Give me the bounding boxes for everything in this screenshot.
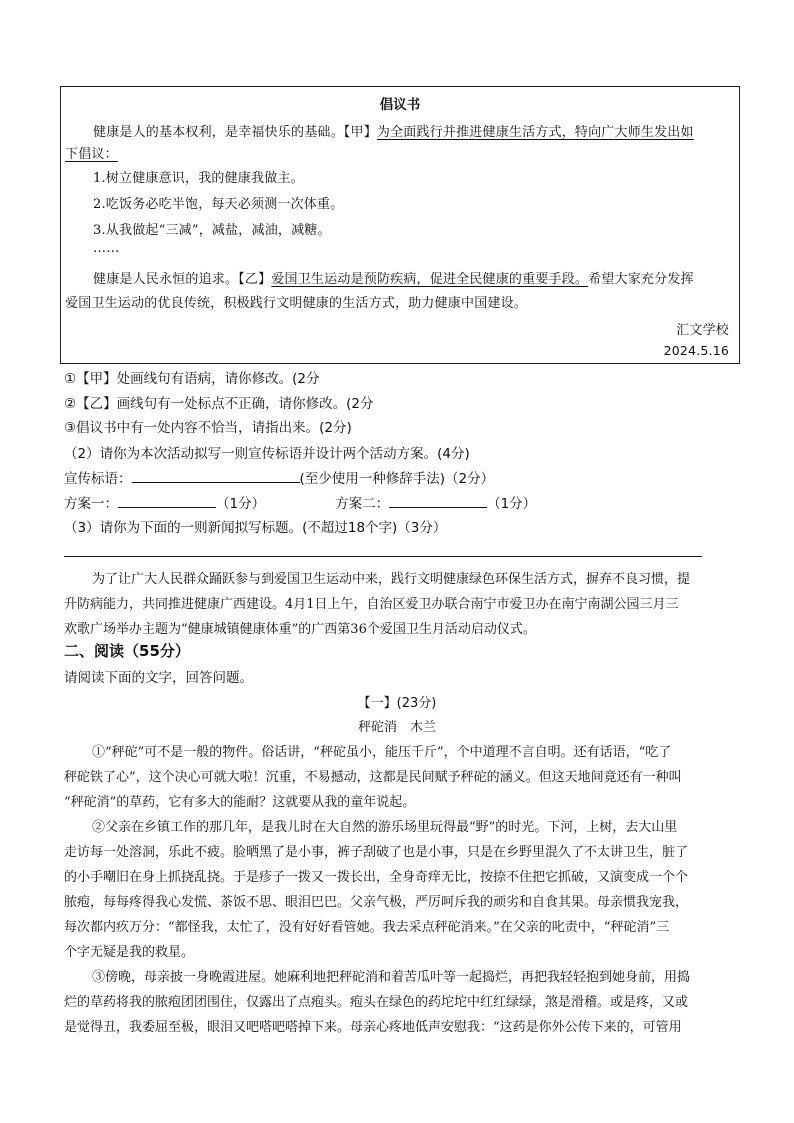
news-line-3: 欢歌广场举办主题为“健康城镇健康体重”的广西第36个爱国卫生月活动启动仪式。 bbox=[64, 622, 536, 637]
yi-underlined-sentence: 爱国卫生运动是预防疾病，促进全民健康的重要手段。 bbox=[271, 272, 589, 287]
section-instruction: 请阅读下面的文字，回答问题。 bbox=[64, 670, 253, 686]
article-p2-line-1: ②父亲在乡镇工作的那几年，是我儿时在大自然的游乐场里玩得最“野”的时光。下河，上树，去大山里 bbox=[92, 820, 678, 835]
proposal-line-3 bbox=[93, 268, 694, 287]
headline-answer-line[interactable] bbox=[64, 556, 702, 557]
jia-underlined-sentence: 为全面践行并推进健康生活方式，特向广大师生发出如 bbox=[376, 125, 694, 140]
article-title: 秤砣消 木兰 bbox=[357, 720, 436, 735]
article-part-label: 【一】(23分) bbox=[357, 696, 437, 711]
article-p1-line-2: 秤砣铁了心”，这个决心可就大啦！沉重，不易撼动，这都是民间赋予秤砣的涵义。但这天地间竟还有一种叫 bbox=[64, 770, 682, 785]
article-p1-line-1: ①“秤砣”可不是一般的物件。俗话讲，“秤砣虽小，能压千斤”，个中道理不言自明。还有话语，“吃了 bbox=[92, 745, 672, 760]
proposal-item-2: 2.吃饭务必吃半饱，每天必须测一次体重。 bbox=[93, 197, 344, 212]
proposal-line-4: 爱国卫生运动的优良传统，积极践行文明健康的生活方式，助力健康中国建设。 bbox=[65, 296, 528, 311]
article-p2-line-2: 走访每一处溶洞，乐此不疲。脸晒黑了是小事，裤子刮破了也是小事，只是在乡野里混久了不太讲卫生，脏了 bbox=[64, 845, 689, 860]
news-line-2: 升防病能力，共同推进健康广西建设。4月1日上午，自治区爱卫办联合南宁市爱卫办在南宁南湖公园三月三 bbox=[64, 597, 679, 612]
article-p3-line-3: 是觉得丑，我委屈至极，眼泪又吧嗒吧嗒掉下来。母亲心疼地低声安慰我：“这药是你外公传下来的，可管用 bbox=[64, 1020, 682, 1035]
article-p2-line-5: 每次都内疚万分：“都怪我，太忙了，没有好好看管她。我去采点秤砣消来。”在父亲的叱责中，“秤砣消”三 bbox=[64, 920, 670, 935]
article-p3-line-2: 烂的草药将我的脓疱团团围住，仅露出了点疱头。疱头在绿色的药坨坨中红红绿绿，煞是滑稽。或是疼，又或 bbox=[64, 995, 689, 1010]
proposal-line-1 bbox=[93, 121, 694, 140]
proposal-line-2: 下倡议： bbox=[65, 147, 118, 162]
proposal-line-3-start: 健康是人民永恒的追求。【乙】 bbox=[93, 272, 272, 287]
question-4: （2）请你为本次活动拟写一则宣传标语并设计两个活动方案。(4分) bbox=[64, 446, 470, 462]
proposal-line-3-end: 希望大家充分发挥 bbox=[588, 272, 694, 287]
plan1-answer-blank[interactable] bbox=[118, 507, 216, 508]
plan2-answer-blank[interactable] bbox=[389, 507, 487, 508]
plan2-score: （1分） bbox=[487, 496, 537, 512]
article-p2-line-3: 的小手嘲旧在身上抓挠乱挠。于是疹子一拨又一拨长出，全身奇痒无比，按捺不住把它抓破，又演变成一个个 bbox=[64, 870, 689, 885]
slogan-row bbox=[64, 467, 494, 487]
article-p1-line-3: “秤砣消”的草药，它有多大的能耐？这就要从我的童年说起。 bbox=[64, 795, 416, 810]
slogan-label: 宣传标语： bbox=[64, 471, 132, 487]
article-p2-line-4: 脓疱，每每疼得我心发慌、茶饭不思、眼泪巴巴。父亲气极，严厉呵斥我的顽劣和自食其果。母亲惯我宠我， bbox=[64, 895, 689, 910]
article-p3-line-1: ③傍晚，母亲披一身晚霞进屋。她麻利地把秤砣消和着苦瓜叶等一起捣烂，再把我轻轻抱到她身前，用捣 bbox=[92, 970, 691, 985]
proposal-signature: 汇文学校 bbox=[676, 323, 729, 338]
plan1-score: （1分） bbox=[216, 496, 266, 512]
plan-row bbox=[64, 492, 536, 512]
news-line-1: 为了让广大人民群众踊跃参与到爱国卫生运动中来，践行文明健康绿色环保生活方式，摒弃不良习惯，提 bbox=[92, 572, 691, 587]
question-3: ③倡议书中有一处内容不恰当，请指出来。(2分) bbox=[64, 420, 352, 436]
proposal-date: 2024.5.16 bbox=[663, 343, 729, 358]
question-5: （3）请你为下面的一则新闻拟写标题。(不超过18个字)（3分） bbox=[64, 520, 447, 536]
proposal-line-1-start: 健康是人的基本权利，是幸福快乐的基础。【甲】 bbox=[93, 125, 377, 140]
proposal-item-1: 1.树立健康意识，我的健康我做主。 bbox=[93, 171, 304, 186]
slogan-hint: (至少使用一种修辞手法)（2分） bbox=[299, 471, 495, 487]
question-1: ①【甲】处画线句有语病，请你修改。(2分 bbox=[64, 371, 320, 387]
proposal-item-3: 3.从我做起“三减”，减盐，减油，减糖。 bbox=[93, 223, 331, 238]
plan2-label: 方案二： bbox=[335, 496, 390, 512]
plan1-label: 方案一： bbox=[64, 496, 118, 512]
section-heading: 二、阅读（55分） bbox=[64, 642, 190, 660]
question-2: ②【乙】画线句有一处标点不正确，请你修改。(2分 bbox=[64, 396, 374, 412]
slogan-answer-blank[interactable] bbox=[132, 482, 300, 483]
article-p2-line-6: 个字无疑是我的救星。 bbox=[64, 945, 195, 960]
proposal-box bbox=[60, 86, 740, 364]
proposal-title: 倡议书 bbox=[379, 97, 421, 113]
proposal-ellipsis: …… bbox=[93, 241, 120, 256]
